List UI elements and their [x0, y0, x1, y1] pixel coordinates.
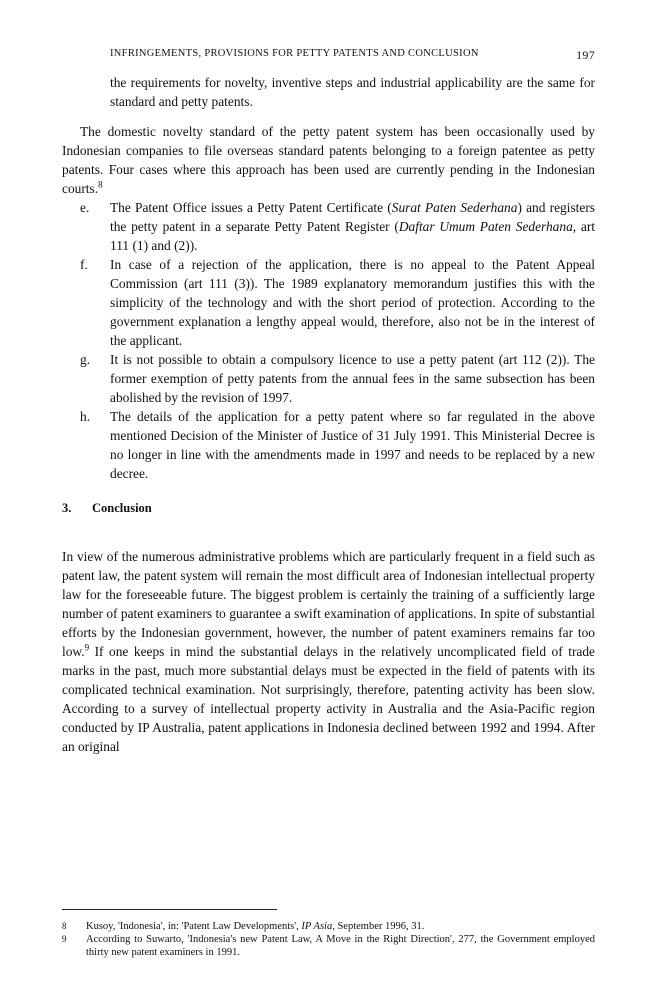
section-number: 3.: [62, 501, 72, 515]
list-item-text: ) and registers the petty patent in a separate Petty Patent Register (: [110, 200, 595, 234]
footnote-text: Kusoy, 'Indonesia', in: 'Patent Law Developments',: [86, 921, 302, 932]
footnote-number: 8: [62, 921, 67, 931]
footnotes: [62, 920, 595, 959]
paragraph-1: the requirements for novelty, inventive steps and industrial applicability are the same for standard and petty patents.: [110, 75, 595, 109]
list-item-f: [62, 255, 595, 350]
list-marker: h.: [80, 409, 91, 424]
list-marker: g.: [80, 352, 91, 367]
list-item-text: The Patent Office issues a Petty Patent Certificate (: [110, 200, 392, 215]
list-item-e: [62, 198, 595, 255]
paragraph-3: [62, 547, 595, 756]
list-marker: e.: [80, 200, 90, 215]
footnote-9: [62, 933, 595, 959]
list-item-text: In case of a rejection of the application, there is no appeal to the Patent Appeal Commission (art 111 (3)). The 1989 explanatory memorandum justifies this with the simplicity of the technology and with the short period of protection. According to the government explanation a lengthy appeal would, therefore, also not be in the interest of the applicant.: [110, 257, 595, 348]
list-item-italic: Surat Paten Sederhana: [391, 200, 518, 215]
page-number: 197: [576, 48, 595, 62]
section-title: Conclusion: [92, 501, 152, 515]
footnote-number: 9: [62, 934, 67, 944]
paragraph-3-text-a: In view of the numerous administrative problems which are particularly frequent in a field such as patent law, the patent system will remain the most difficult area of Indonesian intellectual property law for the foreseeable future. The biggest problem is certainly the training of a sufficiently large number of patent examiners to guarantee a swift examination of applications. In spite of substantial efforts by the Indonesian government, however, the number of patent examiners remains far too low.: [62, 549, 595, 659]
paragraph-2: [62, 122, 595, 198]
list-item-h: [62, 407, 595, 483]
footnote-divider: [62, 909, 277, 910]
section-heading: [62, 501, 152, 516]
list-item-italic: Daftar Umum Paten Sederhana: [398, 219, 573, 234]
running-title: INFRINGEMENTS, PROVISIONS FOR PETTY PATENTS AND CONCLUSION: [110, 48, 479, 59]
list-marker: f.: [80, 257, 88, 272]
provisions-list: [62, 198, 595, 483]
list-item-text: The details of the application for a petty patent where so far regulated in the above mentioned Decision of the Minister of Justice of 31 July 1991. This Ministerial Decree is no longer in line with the amendments made in 1997 and needs to be replaced by a new decree.: [110, 409, 595, 481]
list-item-text: , art 111 (1) and (2)).: [110, 219, 595, 253]
list-item-text: It is not possible to obtain a compulsory licence to use a petty patent (art 112 (2)). The former exemption of petty patents from the annual fees in the same subsection has been abolished by the revision of 1997.: [110, 352, 595, 405]
footnote-italic: IP Asia: [301, 921, 333, 932]
footnote-ref-9[interactable]: 9: [84, 642, 90, 653]
running-header: [110, 40, 595, 62]
footnote-text: , September 1996, 31.: [332, 921, 425, 932]
footnote-text: According to Suwarto, 'Indonesia's new Patent Law, A Move in the Right Direction', 277, the Government employed thirty new patent examiners in 1991.: [86, 934, 595, 958]
list-item-g: [62, 350, 595, 407]
footnote-ref-8[interactable]: 8: [98, 179, 103, 190]
paragraph-3-text-b: If one keeps in mind the substantial delays in the relatively uncomplicated field of trade marks in the past, much more substantial delays must be expected in the field of patents with its complicated technical examination. Not surprisingly, therefore, patenting activity has been slow. According to a survey of intellectual property activity in Australia and the Asia-Pacific region conducted by IP Australia, patent applications in Indonesia declined between 1992 and 1994. After an original: [62, 644, 595, 754]
footnote-8: [62, 920, 595, 933]
paragraph-2-text: The domestic novelty standard of the petty patent system has been occasionally used by Indonesian companies to file overseas standard patents belonging to a foreign patentee as petty patents. Four cases where this approach has been used are currently pending in the Indonesian courts.: [62, 124, 595, 196]
